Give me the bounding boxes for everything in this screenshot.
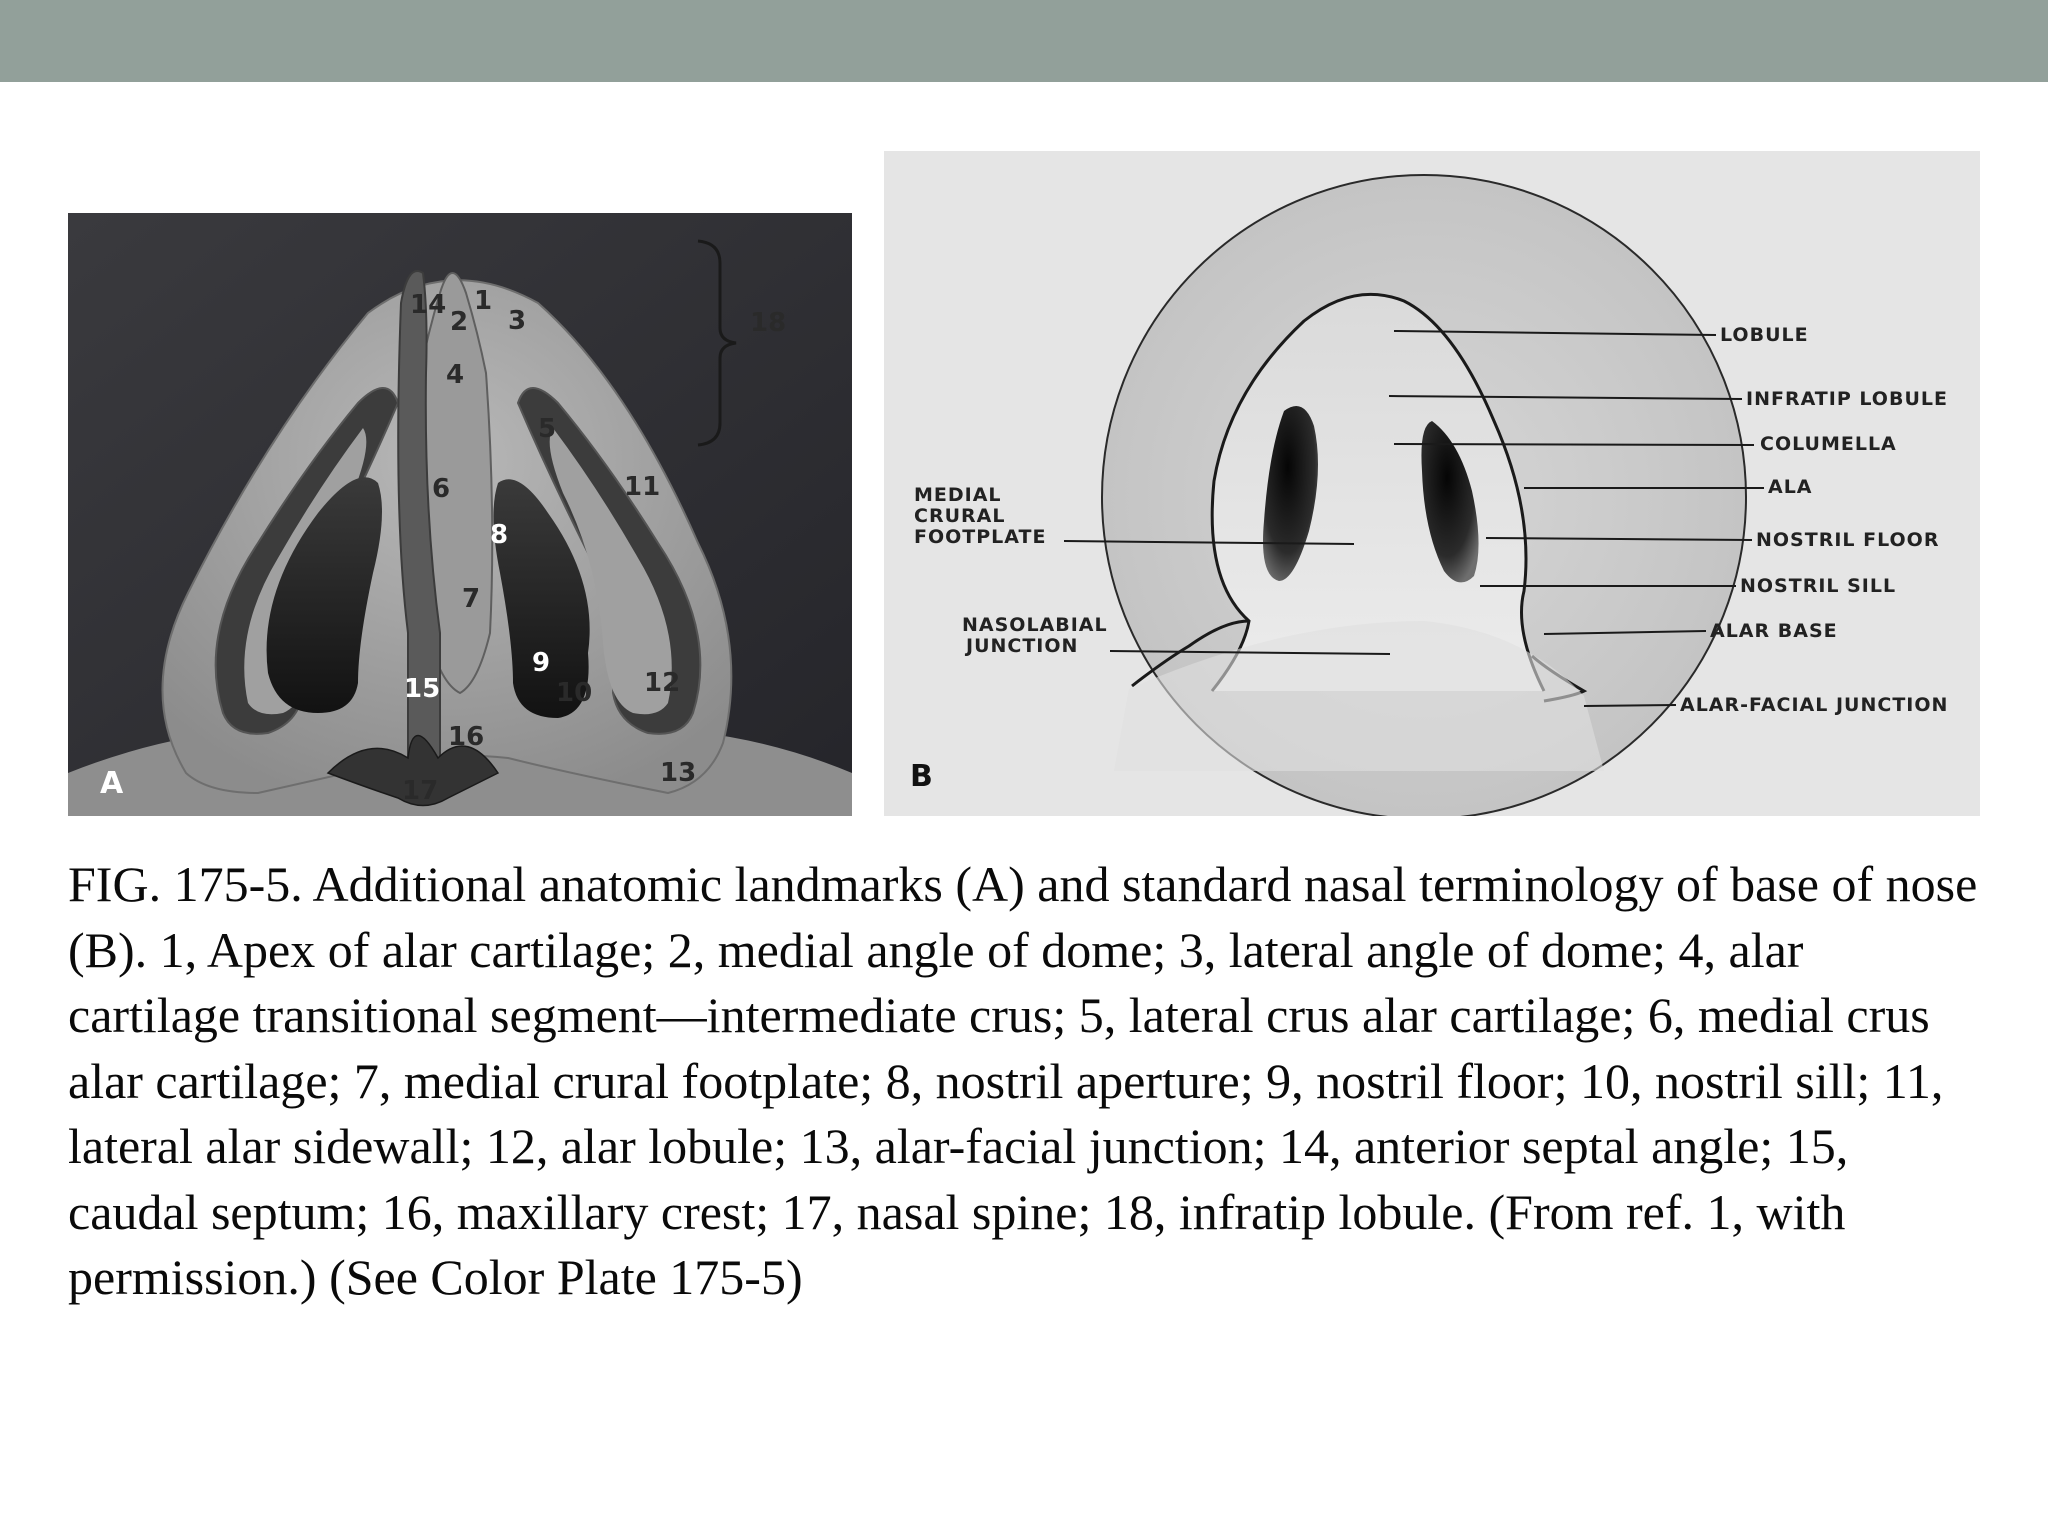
figure-a-anatomic-illustration xyxy=(68,213,852,816)
term-medial-crural-footplate-1: MEDIAL xyxy=(914,484,1002,506)
figure-a-label: A xyxy=(100,766,124,801)
term-alar-base: ALAR BASE xyxy=(1710,620,1838,642)
term-nostril-sill: NOSTRIL SILL xyxy=(1740,575,1897,597)
term-alar-facial-junction: ALAR-FACIAL JUNCTION xyxy=(1680,694,1949,716)
landmark-16: 16 xyxy=(448,722,485,752)
term-nasolabial-junction-2: JUNCTION xyxy=(966,635,1079,657)
landmark-8: 8 xyxy=(490,520,509,550)
landmark-10: 10 xyxy=(556,678,593,708)
landmark-13: 13 xyxy=(660,758,697,788)
landmark-14: 14 xyxy=(410,290,447,320)
figure-caption: FIG. 175-5. Additional anatomic landmarks (A) and standard nasal terminology of base of nose (B). 1, Apex of alar cartilage; 2, medial angle of dome; 3, lateral angle of dome; 4, alar cartilage transitional segment—intermediate crus; 5, lateral crus alar cartilage; 6, medial crus alar cartilage; 7, medial crural footplate; 8, nostril aperture; 9, nostril floor; 10, nostril sill; 11, lateral alar sidewall; 12, alar lobule; 13, alar-facial junction; 14, anterior septal angle; 15, caudal septum; 16, maxillary crest; 17, nasal spine; 18, infratip lobule. (From ref. 1, with permission.) (See Color Plate 175-5) xyxy=(68,856,1978,1305)
landmark-12: 12 xyxy=(644,668,681,698)
figure-b-label: B xyxy=(910,759,933,794)
term-medial-crural-footplate-3: FOOTPLATE xyxy=(914,526,1047,548)
landmark-6: 6 xyxy=(432,474,451,504)
figure-b-terminology-diagram xyxy=(884,151,1980,816)
landmark-18: 18 xyxy=(750,308,787,338)
landmark-15: 15 xyxy=(404,674,441,704)
term-ala: ALA xyxy=(1768,476,1813,498)
landmark-5: 5 xyxy=(538,414,557,444)
slide-header-bar xyxy=(0,0,2048,82)
landmark-17: 17 xyxy=(402,776,439,806)
landmark-2: 2 xyxy=(450,307,469,337)
landmark-7: 7 xyxy=(462,584,481,614)
landmark-4: 4 xyxy=(446,360,465,390)
term-infratip-lobule: INFRATIP LOBULE xyxy=(1746,388,1948,410)
term-columella: COLUMELLA xyxy=(1760,433,1897,455)
landmark-9: 9 xyxy=(532,648,551,678)
term-nostril-floor: NOSTRIL FLOOR xyxy=(1756,529,1940,551)
landmark-3: 3 xyxy=(508,306,527,336)
landmark-11: 11 xyxy=(624,472,661,502)
landmark-1: 1 xyxy=(474,286,493,316)
term-lobule: LOBULE xyxy=(1720,324,1809,346)
term-nasolabial-junction-1: NASOLABIAL xyxy=(962,614,1108,636)
term-medial-crural-footplate-2: CRURAL xyxy=(914,505,1006,527)
